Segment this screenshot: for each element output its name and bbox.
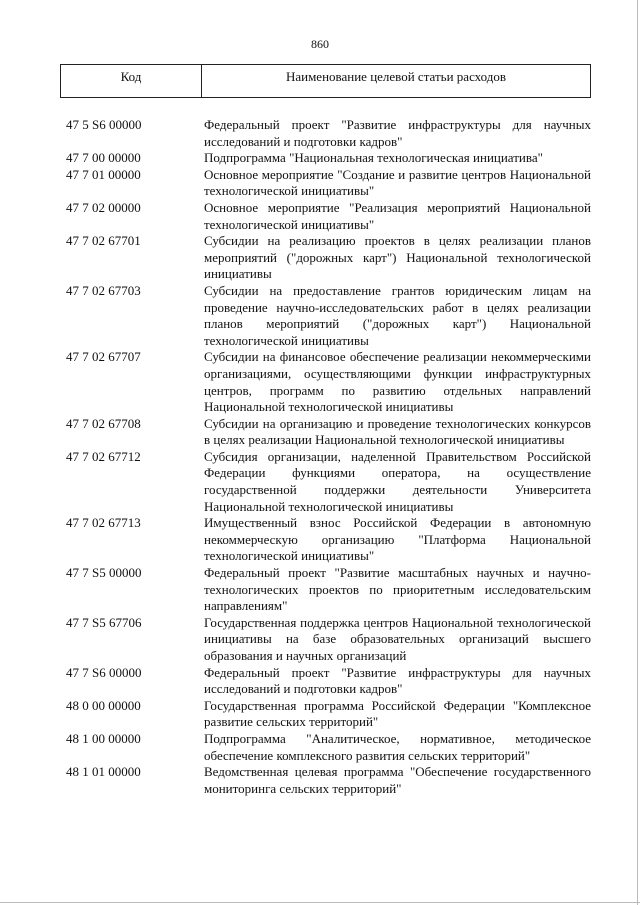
row-code: 47 7 01 00000 (66, 166, 141, 182)
table-row (60, 449, 591, 515)
row-code: 47 7 02 00000 (66, 199, 141, 215)
row-name: Федеральный проект "Развитие масштабных научных и научно-технологических проектов по приоритетным исследовательским направлениям" (204, 565, 591, 614)
table-row (60, 283, 591, 349)
scan-edge-bottom (0, 902, 640, 903)
row-code: 47 7 00 00000 (66, 150, 141, 166)
row-code: 47 7 02 67701 (66, 233, 141, 249)
row-code: 47 7 02 67708 (66, 415, 141, 431)
row-name: Субсидии на финансовое обеспечение реализации некоммерческими организациями, осуществляющими функции инфраструктурных центров, программ по развитию отдельных направлений Национальной технологической инициативы (204, 349, 591, 415)
row-name: Субсидии на предоставление грантов юридическим лицам на проведение научно-исследовательских работ в целях реализации планов мероприятий ("дорожных карт") Национальной технологической инициативы (204, 282, 591, 348)
row-name: Субсидия организации, наделенной Правительством Российской Федерации функциями оператора, на осуществление государственной поддержки деятельности Университета Национальной технологической инициативы (204, 448, 591, 514)
table-row (60, 764, 591, 797)
row-name: Субсидии на организацию и проведение технологических конкурсов в целях реализации Национальной технологической инициативы (204, 415, 591, 448)
row-name: Федеральный проект "Развитие инфраструктуры для научных исследований и подготовки кадров" (204, 664, 591, 697)
row-code: 47 7 02 67713 (66, 515, 141, 531)
table-row (60, 200, 591, 233)
row-name: Ведомственная целевая программа "Обеспечение государственного мониторинга сельских территорий" (204, 764, 591, 796)
row-code: 48 0 00 00000 (66, 697, 141, 713)
table-row (60, 150, 591, 167)
row-name: Подпрограмма "Национальная технологическая инициатива" (204, 150, 543, 166)
row-name: Основное мероприятие "Реализация мероприятий Национальной технологической инициативы" (204, 199, 591, 232)
row-name: Федеральный проект "Развитие инфраструктуры для научных исследований и подготовки кадров" (204, 117, 591, 149)
table-row (60, 565, 591, 615)
page-number: 860 (311, 37, 329, 51)
table-row (60, 665, 591, 698)
row-name: Основное мероприятие "Создание и развитие центров Национальной технологической инициативы" (204, 166, 591, 199)
row-code: 47 7 02 67712 (66, 448, 141, 464)
table-row (60, 416, 591, 449)
row-code: 48 1 00 00000 (66, 730, 141, 746)
row-name: Подпрограмма "Аналитическое, нормативное, методическое обеспечение комплексного развития сельских территорий" (204, 730, 591, 763)
row-code: 47 7 02 67703 (66, 282, 141, 298)
header-code-label: Код (120, 69, 142, 84)
table-row (60, 698, 591, 731)
header-name-label: Наименование целевой статьи расходов (285, 69, 507, 84)
row-code: 47 5 S6 00000 (66, 117, 142, 132)
row-name: Имущественный взнос Российской Федерации в автономную некоммерческую организацию "Платформа Национальной технологической инициативы" (204, 515, 591, 564)
row-code: 48 1 01 00000 (66, 764, 141, 780)
row-name: Государственная поддержка центров Национальной технологической инициативы на базе образовательных организаций высшего образования и научных организаций (204, 614, 591, 663)
table-row (60, 731, 591, 764)
row-name: Субсидии на реализацию проектов в целях реализации планов мероприятий ("дорожных карт") Национальной технологической инициативы (204, 233, 591, 282)
table-row (60, 349, 591, 415)
table-row (60, 167, 591, 200)
table-header (60, 64, 591, 98)
table-body (60, 117, 591, 797)
row-name: Государственная программа Российской Федерации "Комплексное развитие сельских территорий" (204, 697, 591, 730)
scan-edge-right (637, 0, 638, 905)
row-code: 47 7 02 67707 (66, 349, 141, 365)
row-code: 47 7 S6 00000 (66, 664, 142, 680)
table-row (60, 615, 591, 665)
row-code: 47 7 S5 67706 (66, 614, 142, 630)
table-row (60, 515, 591, 565)
table-row (60, 117, 591, 150)
table-row (60, 233, 591, 283)
row-code: 47 7 S5 00000 (66, 565, 142, 581)
